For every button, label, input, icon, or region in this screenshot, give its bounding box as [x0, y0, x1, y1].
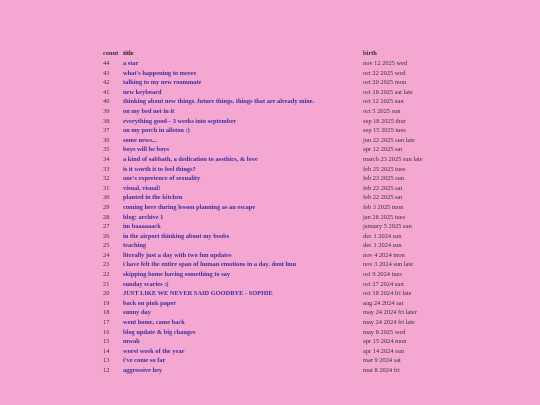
- header-birth: birth: [363, 50, 377, 57]
- post-title-link[interactable]: some news...: [123, 136, 157, 144]
- post-birth-date: mar 8 2024 fri: [363, 367, 400, 374]
- table-row: [103, 289, 443, 299]
- post-count: 30: [103, 194, 110, 202]
- post-title-cell: [123, 213, 363, 223]
- post-title-link[interactable]: teaching: [123, 242, 147, 250]
- post-count: 41: [103, 88, 110, 96]
- table-row: [103, 241, 443, 251]
- post-birth-date: jun 22 2025 sun late: [363, 136, 415, 144]
- post-title-link[interactable]: boys will be boys: [123, 146, 169, 154]
- table-row: [103, 69, 443, 79]
- post-title-cell: [123, 328, 363, 338]
- post-birth-date: oct 20 2025 mon: [363, 79, 407, 87]
- table-row: [103, 251, 443, 261]
- post-title-link[interactable]: worst week of the year: [123, 347, 185, 355]
- post-birth-date: january 5 2025 sun: [363, 223, 412, 231]
- post-title-link[interactable]: a star: [123, 60, 139, 67]
- post-birth-date: feb 25 2025 tues: [363, 165, 406, 173]
- post-title-cell: [123, 232, 363, 242]
- post-count: 24: [103, 251, 110, 259]
- table-body: [103, 59, 443, 376]
- post-count: 20: [103, 290, 110, 298]
- post-title-cell: [123, 356, 363, 366]
- post-title-link[interactable]: blog update & big changes: [123, 328, 196, 336]
- post-title-link[interactable]: i've come so far: [123, 357, 166, 365]
- post-title-cell: [123, 241, 363, 251]
- post-count: 35: [103, 146, 110, 154]
- post-birth-date: sep 18 2025 thur: [363, 117, 406, 125]
- post-count: 43: [103, 69, 110, 77]
- table-row: [103, 59, 443, 69]
- post-birth-date: apr 14 2024 sun: [363, 347, 405, 355]
- post-count: 39: [103, 107, 110, 115]
- table-row: [103, 165, 443, 175]
- table-row: [103, 155, 443, 165]
- post-count: 16: [103, 328, 110, 336]
- table-row: [103, 280, 443, 290]
- post-title-link[interactable]: visual, visual!: [123, 184, 161, 192]
- post-count: 32: [103, 175, 110, 183]
- post-birth-date: nov 3 2024 sun late: [363, 261, 414, 269]
- post-birth-date: may 8 2025 wed: [363, 328, 406, 336]
- table-row: [103, 136, 443, 146]
- post-count: 18: [103, 309, 110, 317]
- post-title-cell: [123, 222, 363, 232]
- post-title-link[interactable]: new keyboard: [123, 88, 162, 96]
- table-row: [103, 203, 443, 213]
- post-count: 14: [103, 347, 110, 355]
- table-row: [103, 97, 443, 107]
- post-title-link[interactable]: skipping home having something to say: [123, 271, 231, 279]
- post-count: 12: [103, 367, 110, 374]
- post-title-link[interactable]: on my bed not in it: [123, 107, 175, 115]
- post-count: 28: [103, 213, 110, 221]
- table-row: [103, 107, 443, 117]
- post-table: [103, 49, 443, 376]
- table-row: [103, 356, 443, 366]
- post-title-cell: [123, 308, 363, 318]
- post-count: 25: [103, 242, 110, 250]
- post-birth-date: oct 18 2025 sat late: [363, 88, 413, 96]
- post-title-link[interactable]: sunny day: [123, 309, 151, 317]
- post-title-cell: [123, 97, 363, 107]
- post-birth-date: may 24 2024 fri later: [363, 309, 417, 317]
- post-title-link[interactable]: is it worth it to feel things?: [123, 165, 196, 173]
- post-birth-date: nov 4 2024 mon: [363, 251, 405, 259]
- post-birth-date: apr 12 2025 sat: [363, 146, 403, 154]
- post-title-link[interactable]: talking to my new roommate: [123, 79, 202, 87]
- post-birth-date: feb 3 2025 mon: [363, 203, 404, 211]
- post-title-link[interactable]: mwah: [123, 338, 140, 346]
- post-title-link[interactable]: what's happening to meeee: [123, 69, 197, 77]
- post-count: 17: [103, 319, 110, 327]
- post-title-cell: [123, 117, 363, 127]
- table-row: [103, 347, 443, 357]
- table-row: [103, 299, 443, 309]
- post-title-cell: [123, 289, 363, 299]
- post-title-cell: [123, 126, 363, 136]
- post-birth-date: nov 12 2025 wed: [363, 60, 408, 67]
- post-title-link[interactable]: thinking about new things. future things. things that are already mine.: [123, 98, 315, 106]
- post-title-cell: [123, 78, 363, 88]
- post-birth-date: oct 27 2024 sun: [363, 280, 404, 288]
- post-birth-date: oct 5 2025 sun: [363, 107, 401, 115]
- post-birth-date: oct 9 2024 tues: [363, 271, 402, 279]
- post-title-link[interactable]: sunday scaries :(: [123, 280, 169, 288]
- table-row: [103, 88, 443, 98]
- header-title: title: [123, 50, 134, 57]
- post-count: 40: [103, 98, 110, 106]
- post-count: 23: [103, 261, 110, 269]
- post-birth-date: may 24 2024 fri late: [363, 319, 415, 327]
- post-birth-date: feb 23 2025 sun: [363, 175, 405, 183]
- post-title-cell: [123, 347, 363, 357]
- post-title-link[interactable]: planted in the kitchen: [123, 194, 183, 202]
- post-count: 13: [103, 357, 110, 365]
- post-title-cell: [123, 366, 363, 376]
- table-row: [103, 270, 443, 280]
- post-count: 33: [103, 165, 110, 173]
- table-row: [103, 232, 443, 242]
- post-count: 21: [103, 280, 110, 288]
- table-row: [103, 328, 443, 338]
- table-row: [103, 174, 443, 184]
- post-title-link[interactable]: im baaaaaack: [123, 223, 161, 231]
- post-title-link[interactable]: JUST LIKE WE NEVER SAID GOODBYE - SOPHIE: [123, 290, 273, 298]
- post-title-link[interactable]: back on pink paper: [123, 299, 177, 307]
- post-birth-date: oct 18 2024 fri late: [363, 290, 412, 298]
- table-row: [103, 366, 443, 376]
- post-title-link[interactable]: i have felt the entire span of human emotions in a day. dont lmu: [123, 261, 297, 269]
- table-row: [103, 337, 443, 347]
- post-count: 31: [103, 184, 110, 192]
- post-title-cell: [123, 251, 363, 261]
- post-birth-date: jan 28 2025 tues: [363, 213, 406, 221]
- post-birth-date: mar 9 2024 sat: [363, 357, 401, 365]
- post-title-cell: [123, 299, 363, 309]
- post-count: 44: [103, 60, 110, 67]
- table-row: [103, 318, 443, 328]
- post-title-cell: [123, 337, 363, 347]
- table-row: [103, 117, 443, 127]
- post-title-cell: [123, 260, 363, 270]
- post-title-cell: [123, 280, 363, 290]
- post-title-cell: [123, 318, 363, 328]
- post-title-link[interactable]: blog: archive 1: [123, 213, 164, 221]
- post-title-cell: [123, 165, 363, 175]
- post-birth-date: dec 1 2024 sun: [363, 232, 402, 240]
- post-title-link[interactable]: everything good-- 3 weeks into september: [123, 117, 237, 125]
- post-title-link[interactable]: in the airport thinking about my boobs: [123, 232, 230, 240]
- post-birth-date: oct 22 2025 wed: [363, 69, 406, 77]
- header-count: count: [103, 50, 119, 57]
- table-header: [103, 49, 443, 59]
- table-row: [103, 184, 443, 194]
- post-title-cell: [123, 270, 363, 280]
- post-title-link[interactable]: one's experience of sexuality: [123, 175, 201, 183]
- table-row: [103, 126, 443, 136]
- post-title-cell: [123, 69, 363, 79]
- post-title-link[interactable]: a kind of sabbath, a dedication to aesthics, & love: [123, 155, 258, 163]
- post-birth-date: oct 12 2025 sun: [363, 98, 404, 106]
- table-row: [103, 78, 443, 88]
- post-count: 37: [103, 127, 110, 135]
- post-count: 15: [103, 338, 110, 346]
- table-row: [103, 213, 443, 223]
- post-title-cell: [123, 155, 363, 165]
- post-title-cell: [123, 203, 363, 213]
- post-birth-date: aug 24 2024 sat: [363, 299, 404, 307]
- post-title-cell: [123, 193, 363, 203]
- post-count: 19: [103, 299, 110, 307]
- post-birth-date: dec 1 2024 sun: [363, 242, 402, 250]
- post-count: 34: [103, 155, 110, 163]
- post-title-link[interactable]: aggressive hey: [123, 367, 163, 374]
- post-birth-date: feb 22 2025 sat: [363, 184, 403, 192]
- post-title-cell: [123, 107, 363, 117]
- post-count: 36: [103, 136, 110, 144]
- post-count: 27: [103, 223, 110, 231]
- post-title-cell: [123, 174, 363, 184]
- table-row: [103, 145, 443, 155]
- table-row: [103, 308, 443, 318]
- post-title-cell: [123, 136, 363, 146]
- post-title-link[interactable]: went home, came back: [123, 319, 185, 327]
- table-row: [103, 222, 443, 232]
- table-row: [103, 193, 443, 203]
- post-title-cell: [123, 184, 363, 194]
- post-title-cell: [123, 59, 363, 69]
- post-count: 38: [103, 117, 110, 125]
- post-count: 29: [103, 203, 110, 211]
- post-title-link[interactable]: coming here during lesson planning as an escape: [123, 203, 256, 211]
- table-row: [103, 260, 443, 270]
- post-title-link[interactable]: literally just a day with two fun updates: [123, 251, 232, 259]
- post-title-cell: [123, 145, 363, 155]
- post-count: 26: [103, 232, 110, 240]
- post-birth-date: apr 15 2024 mon: [363, 338, 407, 346]
- post-birth-date: feb 22 2025 sat: [363, 194, 403, 202]
- post-birth-date: march 23 2025 sun late: [363, 155, 423, 163]
- post-title-cell: [123, 88, 363, 98]
- post-count: 42: [103, 79, 110, 87]
- post-count: 22: [103, 271, 110, 279]
- post-title-link[interactable]: on my porch in allston :): [123, 127, 190, 135]
- post-birth-date: sep 15 2025 tues: [363, 127, 406, 135]
